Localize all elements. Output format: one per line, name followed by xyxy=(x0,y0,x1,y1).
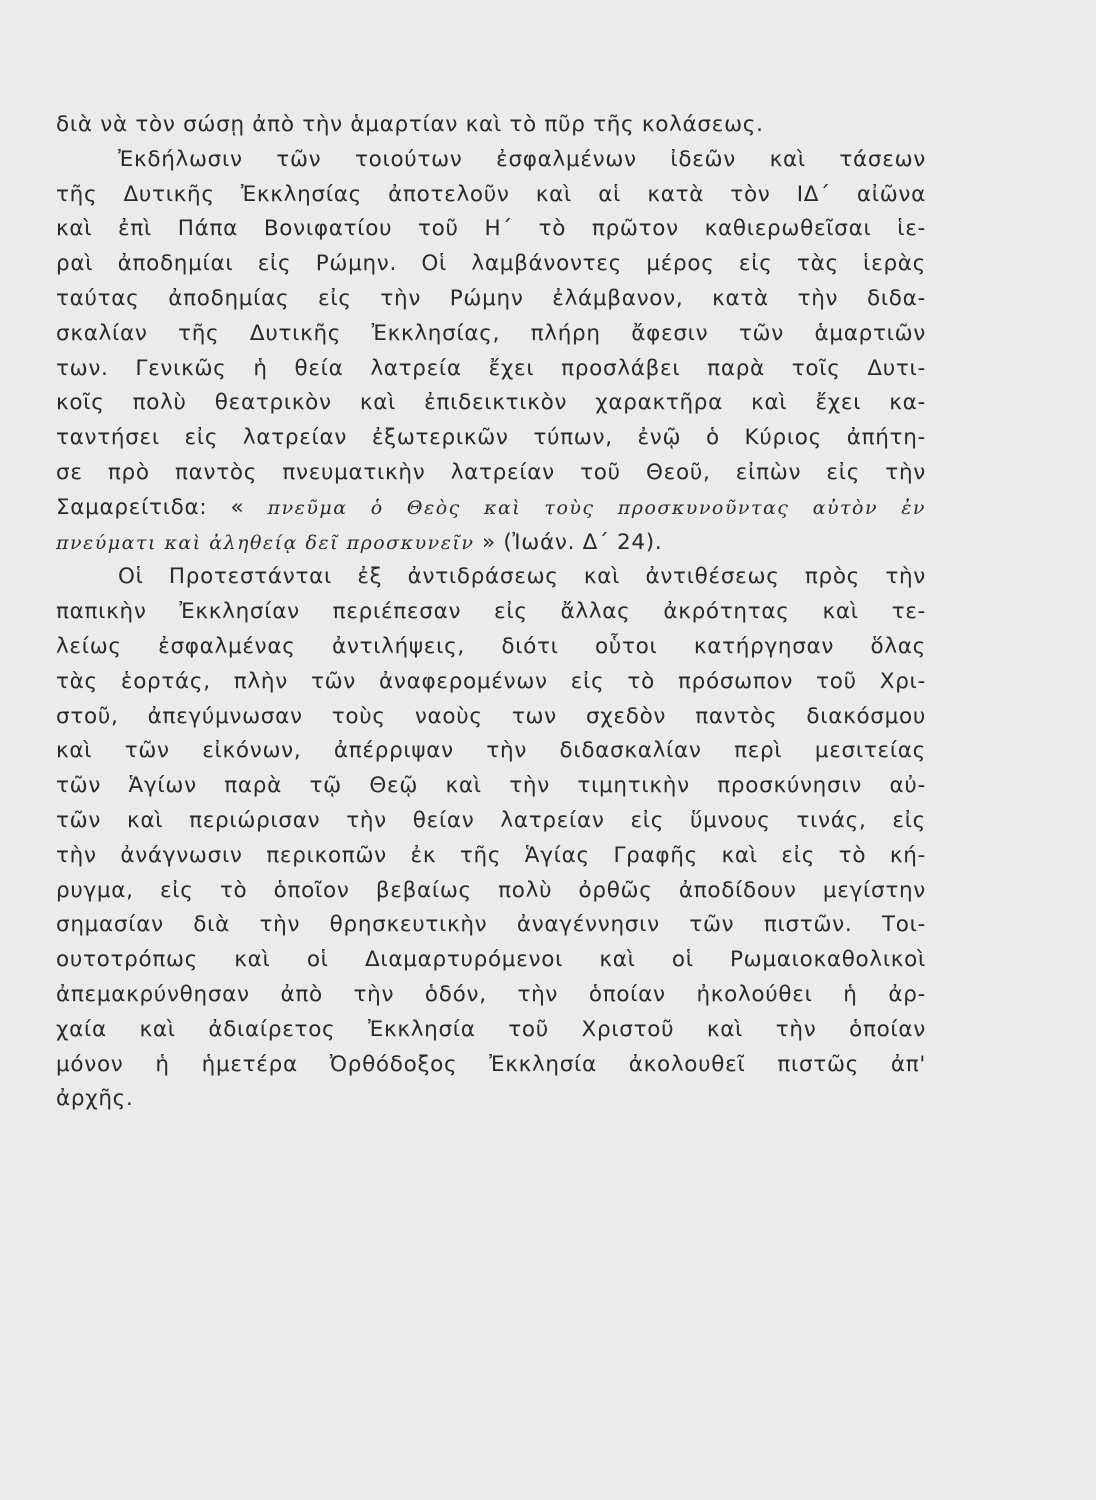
scripture-quote: πνεῦμα ὁ Θεὸς καὶ τοὺς προσκυνοῦντας αὐτὸν ἐν xyxy=(267,496,926,519)
text-line: τὴν ἀνάγνωσιν περικοπῶν ἐκ τῆς Ἁγίας Γραφῆς καὶ εἰς τὸ κή- xyxy=(56,842,926,868)
text-run: Σαμαρείτιδα: « xyxy=(56,494,245,520)
text-run: » (Ἰωάν. Δ΄ 24). xyxy=(481,529,663,555)
body-text xyxy=(56,108,926,1117)
text-line: τῶν Ἁγίων παρὰ τῷ Θεῷ καὶ τὴν τιμητικὴν προσκύνησιν αὐ- xyxy=(56,773,926,799)
text-line: Οἱ Προτεστάνται ἐξ ἀντιδράσεως καὶ ἀντιθέσεως πρὸς τὴν xyxy=(118,564,926,590)
text-line: καὶ ἐπὶ Πάπα Βονιφατίου τοῦ Η΄ τὸ πρῶτον καθιερωθεῖσαι ἱε- xyxy=(56,216,926,242)
text-line: σημασίαν διὰ τὴν θρησκευτικὴν ἀναγέννησιν τῶν πιστῶν. Τοι- xyxy=(56,912,926,938)
text-line: των. Γενικῶς ἡ θεία λατρεία ἔχει προσλάβει παρὰ τοῖς Δυτι- xyxy=(56,355,926,381)
text-line: ἀρχῆς. xyxy=(56,1086,134,1112)
scripture-quote: πνεύματι καὶ ἀληθείᾳ δεῖ προσκυνεῖν xyxy=(56,531,475,554)
text-line: τὰς ἑορτάς, πλὴν τῶν ἀναφερομένων εἰς τὸ πρόσωπον τοῦ Χρι- xyxy=(56,668,926,694)
text-line: ουτοτρόπως καὶ οἱ Διαμαρτυρόμενοι καὶ οἱ Ρωμαιοκαθολικοὶ xyxy=(56,947,926,973)
text-line: ταντήσει εἰς λατρείαν ἐξωτερικῶν τύπων, ἐνῷ ὁ Κύριος ἀπήτη- xyxy=(56,425,926,451)
text-line: καὶ τῶν εἰκόνων, ἀπέρριψαν τὴν διδασκαλίαν περὶ μεσιτείας xyxy=(56,738,926,764)
text-line: ταύτας ἀποδημίας εἰς τὴν Ρώμην ἐλάμβανον, κατὰ τὴν διδα- xyxy=(56,285,926,311)
text-line: μόνον ἡ ἡμετέρα Ὀρθόδοξος Ἐκκλησία ἀκολουθεῖ πιστῶς ἀπ' xyxy=(56,1051,926,1077)
text-line: διὰ νὰ τὸν σώσῃ ἀπὸ τὴν ἁμαρτίαν καὶ τὸ πῦρ τῆς κολάσεως. xyxy=(56,112,764,137)
text-line: κοῖς πολὺ θεατρικὸν καὶ ἐπιδεικτικὸν χαρακτῆρα καὶ ἔχει κα- xyxy=(56,390,926,416)
text-line xyxy=(56,526,926,561)
text-line: σκαλίαν τῆς Δυτικῆς Ἐκκλησίας, πλήρη ἄφεσιν τῶν ἁμαρτιῶν xyxy=(56,320,926,346)
text-line: παπικὴν Ἐκκλησίαν περιέπεσαν εἰς ἄλλας ἀκρότητας καὶ τε- xyxy=(56,599,926,625)
text-line: ἀπεμακρύνθησαν ἀπὸ τὴν ὁδόν, τὴν ὁποίαν ἠκολούθει ἡ ἀρ- xyxy=(56,981,926,1007)
text-line: χαία καὶ ἀδιαίρετος Ἐκκλησία τοῦ Χριστοῦ καὶ τὴν ὁποίαν xyxy=(56,1016,926,1042)
text-line: στοῦ, ἀπεγύμνωσαν τοὺς ναοὺς των σχεδὸν παντὸς διακόσμου xyxy=(56,703,926,729)
text-line xyxy=(56,491,926,526)
text-line: τῶν καὶ περιώρισαν τὴν θείαν λατρείαν εἰς ὕμνους τινάς, εἰς xyxy=(56,807,926,833)
text-line: σε πρὸ παντὸς πνευματικὴν λατρείαν τοῦ Θεοῦ, εἰπὼν εἰς τὴν xyxy=(56,459,926,485)
text-line: ρυγμα, εἰς τὸ ὁποῖον βεβαίως πολὺ ὀρθῶς ἀποδίδουν μεγίστην xyxy=(56,877,926,903)
text-line: ραὶ ἀποδημίαι εἰς Ρώμην. Οἱ λαμβάνοντες μέρος εἰς τὰς ἱερὰς xyxy=(56,251,926,277)
text-line: Ἐκδήλωσιν τῶν τοιούτων ἐσφαλμένων ἰδεῶν καὶ τάσεων xyxy=(118,146,926,172)
text-line: λείως ἐσφαλμένας ἀντιλήψεις, διότι οὗτοι κατήργησαν ὅλας xyxy=(56,633,926,659)
text-line: τῆς Δυτικῆς Ἐκκλησίας ἀποτελοῦν καὶ αἱ κατὰ τὸν ΙΔ΄ αἰῶνα xyxy=(56,181,926,207)
